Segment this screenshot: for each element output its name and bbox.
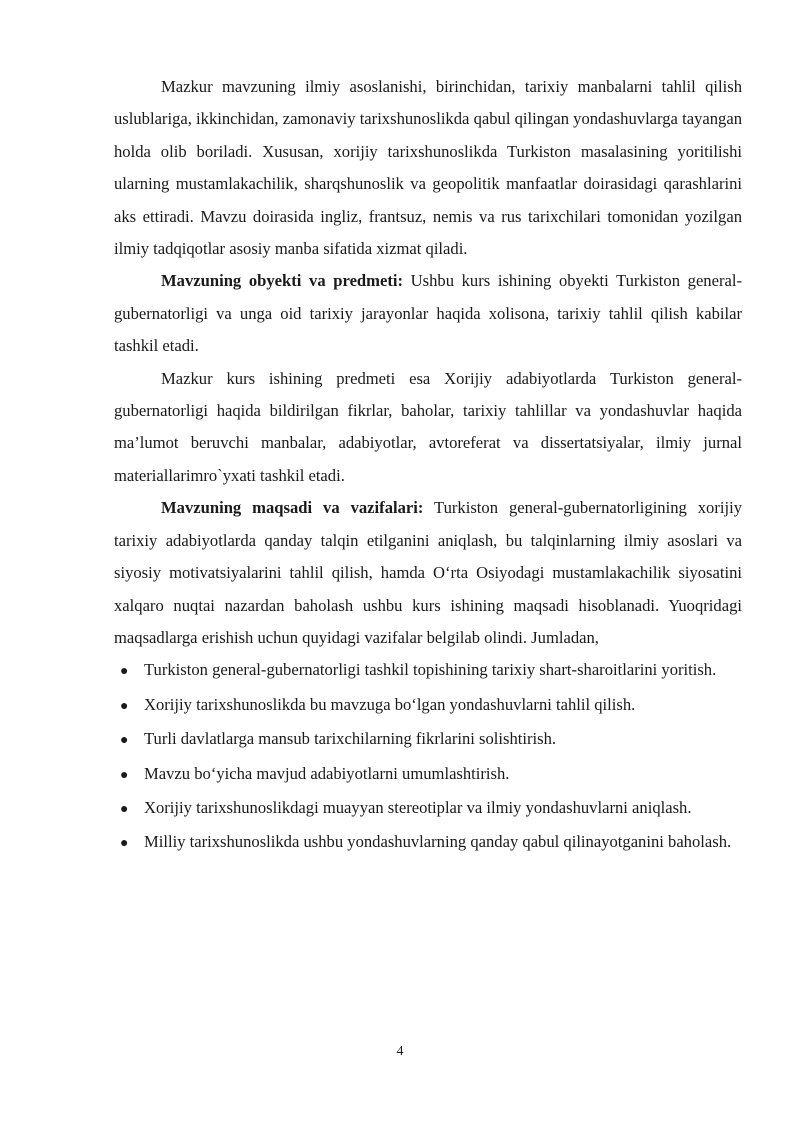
bullet-icon: ● — [120, 733, 129, 749]
list-item — [114, 723, 742, 757]
page-number: 4 — [396, 1044, 404, 1059]
paragraph-object-subject-text: Ushbu kurs ishining obyekti Turkiston general-gubernatorligi va unga oid tarixiy jarayonlar haqida xolisona, tarixiy tahlil qilish kabilar tashkil etadi. — [114, 271, 742, 356]
list-item-text: Xorijiy tarixshunoslikda bu mavzuga bo‘lgan yondashuvlarni tahlil qilish. — [144, 694, 636, 714]
list-item-text: Turkiston general-gubernatorligi tashkil topishining tarixiy shart-sharoitlarini yoritish. — [144, 660, 717, 680]
list-item — [114, 689, 742, 723]
list-item — [114, 758, 742, 792]
paragraph-goals-tasks — [114, 492, 742, 654]
bullet-icon: ● — [120, 698, 129, 714]
bullet-icon: ● — [120, 836, 129, 852]
paragraph-goals-tasks-text: Turkiston general-gubernatorligining xorijiy tarixiy adabiyotlarda qanday talqin etilganini aniqlash, bu talqinlarning ilmiy asoslari va siyosiy motivatsiyalarini tahlil qilish, hamda O‘rta Osiyodagi mustamlakachilik siyosatini xalqaro nuqtai nazardan baholash ushbu kurs ishining maqsadi hisoblanadi. Yuoqridagi maqsadlarga erishish uchun quyidagi vazifalar belgilab olindi. Jumladan, — [114, 498, 742, 647]
bullet-icon: ● — [120, 664, 129, 680]
tasks-list — [114, 654, 742, 860]
document-page — [114, 71, 742, 861]
list-item-text: Turli davlatlarga mansub tarixchilarning fikrlarini solishtirish. — [144, 729, 557, 749]
paragraph-scientific-basis: Mazkur mavzuning ilmiy asoslanishi, birinchidan, tarixiy manbalarni tahlil qilish uslublariga, ikkinchidan, zamonaviy tarixshunoslikda qabul qilingan yondashuvlarga tayangan holda olib boriladi. Xususan, xorijiy tarixshunoslikda Turkiston masalasining yoritilishi ularning mustamlakachilik, sharqshunoslik va geopolitik manfaatlar doirasidagi qarashlarini aks ettiradi. Mavzu doirasida ingliz, frantsuz, nemis va rus tarixchilari tomonidan yozilgan ilmiy tadqiqotlar asosiy manba sifatida xizmat qiladi. — [114, 77, 742, 259]
paragraph-subject: Mazkur kurs ishining predmeti esa Xorijiy adabiyotlarda Turkiston general-gubernatorligi haqida bildirilgan fikrlar, baholar, tarixiy tahlillar va yondashuvlar haqida ma’lumot beruvchi manbalar, adabiyotlar, avtoreferat va dissertatsiyalar, ilmiy jurnal materiallarimro`yxati tashkil etadi. — [114, 368, 742, 485]
heading-goals-tasks: Mavzuning maqsadi va vazifalari: — [161, 498, 424, 518]
list-item-text: Xorijiy tarixshunoslikdagi muayyan stereotiplar va ilmiy yondashuvlarni aniqlash. — [144, 797, 692, 817]
bullet-icon: ● — [120, 801, 129, 817]
list-item — [114, 654, 742, 688]
bullet-icon: ● — [120, 767, 129, 783]
paragraph-object-subject — [114, 265, 742, 362]
list-item-text: Milliy tarixshunoslikda ushbu yondashuvlarning qanday qabul qilinayotganini baholash. — [144, 832, 732, 852]
heading-object-subject: Mavzuning obyekti va predmeti: — [161, 271, 404, 291]
list-item — [114, 826, 742, 860]
list-item-text: Mavzu bo‘yicha mavjud adabiyotlarni umumlashtirish. — [144, 763, 510, 783]
list-item — [114, 792, 742, 826]
